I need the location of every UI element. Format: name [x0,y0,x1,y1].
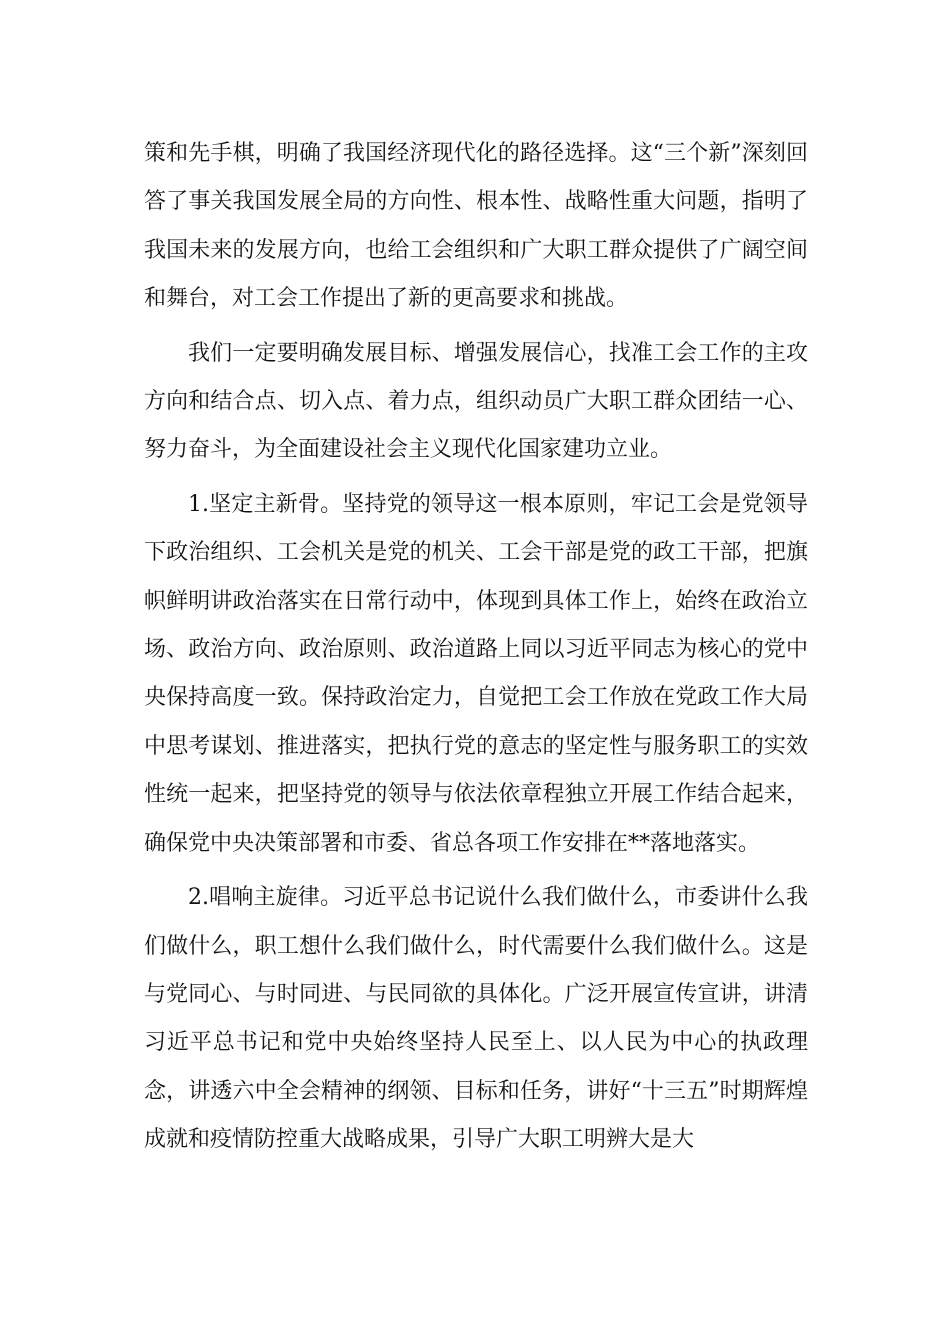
paragraph-continuation: 策和先手棋，明确了我国经济现代化的路径选择。这“三个新”深刻回答了事关我国发展全局的方向性、根本性、战略性重大问题，指明了我国未来的发展方向，也给工会组织和广大职工群众提供了广阔空间和舞台，对工会工作提出了新的更高要求和挑战。 [144,141,808,312]
paragraph-goals: 我们一定要明确发展目标、增强发展信心，找准工会工作的主攻方向和结合点、切入点、着力点，组织动员广大职工群众团结一心、努力奋斗，为全面建设社会主义现代化国家建功立业。 [144,340,808,463]
paragraph-section-2: 2.唱响主旋律。习近平总书记说什么我们做什么，市委讲什么我们做什么，职工想什么我们做什么，时代需要什么我们做什么。这是与党同心、与时同进、与民同欲的具体化。广泛开展宣传宣讲，讲清习近平总书记和党中央始终坚持人民至上、以人民为中心的执政理念，讲透六中全会精神的纲领、目标和任务，讲好“十三五”时期辉煌成就和疫情防控重大战略成果，引导广大职工明辨大是大 [144,885,808,1153]
document-body [144,130,808,1165]
paragraph-section-1: 1.坚定主新骨。坚持党的领导这一根本原则，牢记工会是党领导下政治组织、工会机关是党的机关、工会干部是党的政工干部，把旗帜鲜明讲政治落实在日常行动中，体现到具体工作上，始终在政治立场、政治方向、政治原则、政治道路上同以习近平同志为核心的党中央保持高度一致。保持政治定力，自觉把工会工作放在党政工作大局中思考谋划、推进落实，把执行党的意志的坚定性与服务职工的实效性统一起来，把坚持党的领导与依法依章程独立开展工作结合起来，确保党中央决策部署和市委、省总各项工作安排在**落地落实。 [144,491,808,856]
